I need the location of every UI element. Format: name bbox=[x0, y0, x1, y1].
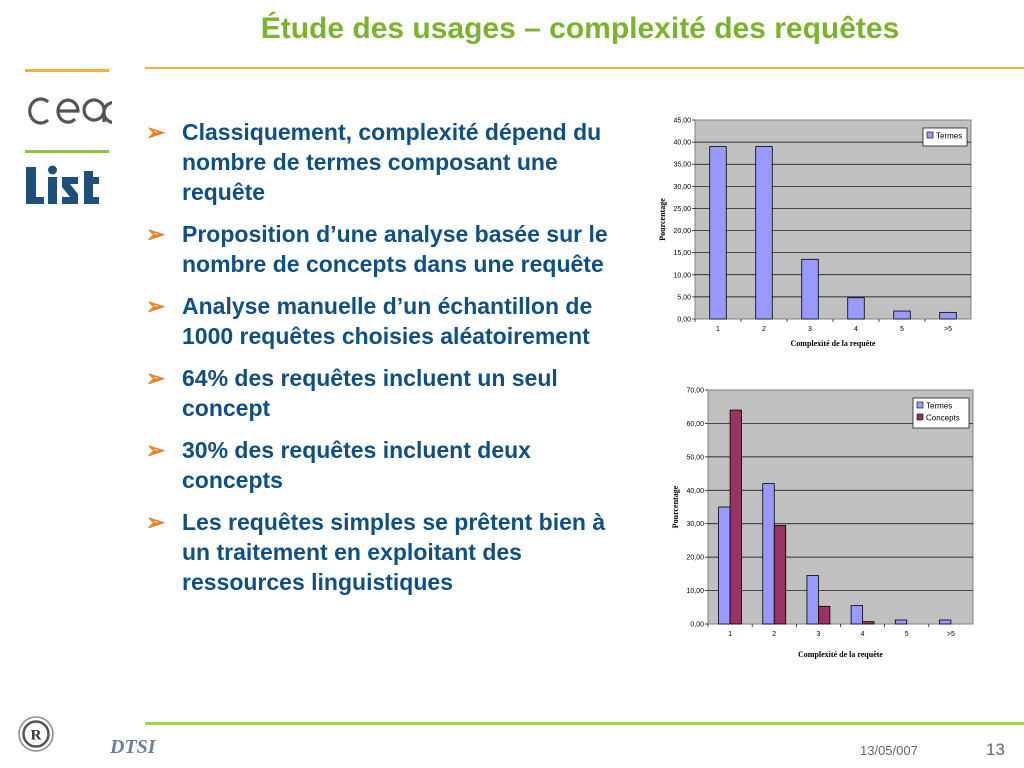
bar bbox=[848, 298, 865, 319]
y-tick-label: 10,00 bbox=[686, 588, 704, 596]
arrow-bullet-icon: ➢ bbox=[146, 365, 166, 391]
y-tick-label: 70,00 bbox=[686, 387, 704, 395]
y-tick-label: 25,00 bbox=[673, 205, 691, 213]
svg-text:R: R bbox=[30, 727, 42, 744]
y-axis-title: Pourcentage bbox=[658, 198, 667, 241]
legend-swatch bbox=[927, 132, 933, 138]
bar bbox=[818, 606, 829, 624]
legend-label: Termes bbox=[926, 401, 953, 411]
y-tick-label: 30,00 bbox=[673, 183, 691, 191]
list-item bbox=[146, 435, 608, 495]
arrow-bullet-icon: ➢ bbox=[146, 293, 166, 319]
x-tick-label: 4 bbox=[860, 631, 865, 638]
title-divider bbox=[145, 67, 1024, 69]
chart-termes bbox=[650, 110, 980, 355]
cea-logo bbox=[22, 90, 112, 130]
list-item bbox=[146, 219, 608, 279]
x-tick-label: 1 bbox=[716, 326, 720, 333]
bar bbox=[802, 259, 819, 319]
list-item bbox=[146, 363, 608, 423]
x-tick-label: 5 bbox=[904, 631, 909, 638]
y-tick-label: 40,00 bbox=[673, 139, 691, 147]
logo-divider-middle bbox=[25, 150, 109, 153]
bar bbox=[719, 507, 730, 624]
y-tick-label: 10,00 bbox=[673, 272, 691, 280]
logo-divider-top bbox=[25, 69, 109, 72]
arrow-bullet-icon: ➢ bbox=[146, 119, 166, 145]
x-tick-label: 5 bbox=[900, 326, 904, 333]
x-tick-label: 2 bbox=[762, 326, 766, 333]
y-tick-label: 0,00 bbox=[677, 316, 691, 324]
bar bbox=[895, 620, 906, 624]
footer-divider bbox=[145, 722, 1024, 725]
bar bbox=[863, 622, 874, 624]
x-axis-title: Complexité de la requête bbox=[790, 339, 876, 348]
bullet-text: Classiquement, complexité dépend du nombre de termes composant une requête bbox=[182, 119, 602, 205]
y-tick-label: 20,00 bbox=[673, 228, 691, 236]
chart-termes-concepts bbox=[650, 380, 980, 670]
x-tick-label: 3 bbox=[808, 326, 812, 333]
bar bbox=[730, 410, 741, 624]
bullet-text: 64% des requêtes incluent un seul concept bbox=[182, 365, 558, 421]
bar bbox=[940, 312, 957, 319]
y-axis-title: Pourcentage bbox=[671, 485, 680, 529]
page-number: 13 bbox=[986, 740, 1005, 759]
bar bbox=[756, 147, 773, 319]
x-tick-label: 2 bbox=[772, 631, 777, 638]
bar bbox=[774, 525, 785, 624]
footer-date: 13/05/007 bbox=[860, 743, 918, 758]
legend-label: Concepts bbox=[926, 413, 960, 423]
y-tick-label: 30,00 bbox=[686, 521, 704, 529]
slide-title: Étude des usages – complexité des requêtes bbox=[260, 12, 900, 45]
bar bbox=[939, 620, 950, 624]
legend-swatch bbox=[917, 414, 923, 420]
y-tick-label: 0,00 bbox=[690, 621, 704, 629]
list-item bbox=[146, 507, 608, 597]
y-tick-label: 15,00 bbox=[673, 250, 691, 258]
x-tick-label: >5 bbox=[946, 631, 955, 638]
x-tick-label: 1 bbox=[728, 631, 733, 638]
dtsi-logo: DTSI bbox=[110, 736, 156, 758]
x-tick-label: 4 bbox=[854, 326, 858, 333]
bar bbox=[763, 484, 774, 624]
y-tick-label: 40,00 bbox=[686, 487, 704, 495]
bar bbox=[710, 147, 727, 319]
y-tick-label: 60,00 bbox=[686, 420, 704, 428]
list-item bbox=[146, 117, 608, 207]
bullet-text: Proposition d’une analyse basée sur le nombre de concepts dans une requête bbox=[182, 221, 608, 277]
x-tick-label: >5 bbox=[944, 326, 952, 333]
bar bbox=[851, 606, 862, 624]
bullet-list bbox=[146, 117, 608, 609]
x-axis-title: Complexité de la requête bbox=[798, 650, 883, 659]
bullet-text: Les requêtes simples se prêtent bien à un traitement en exploitant des ressources linguistiques bbox=[182, 509, 606, 595]
bullet-text: Analyse manuelle d’un échantillon de 1000 requêtes choisies aléatoirement bbox=[182, 293, 593, 349]
seal-logo bbox=[17, 715, 55, 753]
plot-area bbox=[695, 120, 971, 319]
arrow-bullet-icon: ➢ bbox=[146, 509, 166, 535]
y-tick-label: 20,00 bbox=[686, 554, 704, 562]
list-logo bbox=[22, 163, 112, 207]
bullet-text: 30% des requêtes incluent deux concepts bbox=[182, 437, 531, 493]
y-tick-label: 45,00 bbox=[673, 117, 691, 125]
bar bbox=[894, 311, 911, 319]
legend-swatch bbox=[917, 402, 923, 408]
y-tick-label: 5,00 bbox=[677, 294, 691, 302]
bar bbox=[807, 576, 818, 624]
legend-label: Termes bbox=[936, 131, 963, 141]
arrow-bullet-icon: ➢ bbox=[146, 437, 166, 463]
list-item bbox=[146, 291, 608, 351]
x-tick-label: 3 bbox=[816, 631, 821, 638]
arrow-bullet-icon: ➢ bbox=[146, 221, 166, 247]
y-tick-label: 50,00 bbox=[686, 454, 704, 462]
y-tick-label: 35,00 bbox=[673, 161, 691, 169]
